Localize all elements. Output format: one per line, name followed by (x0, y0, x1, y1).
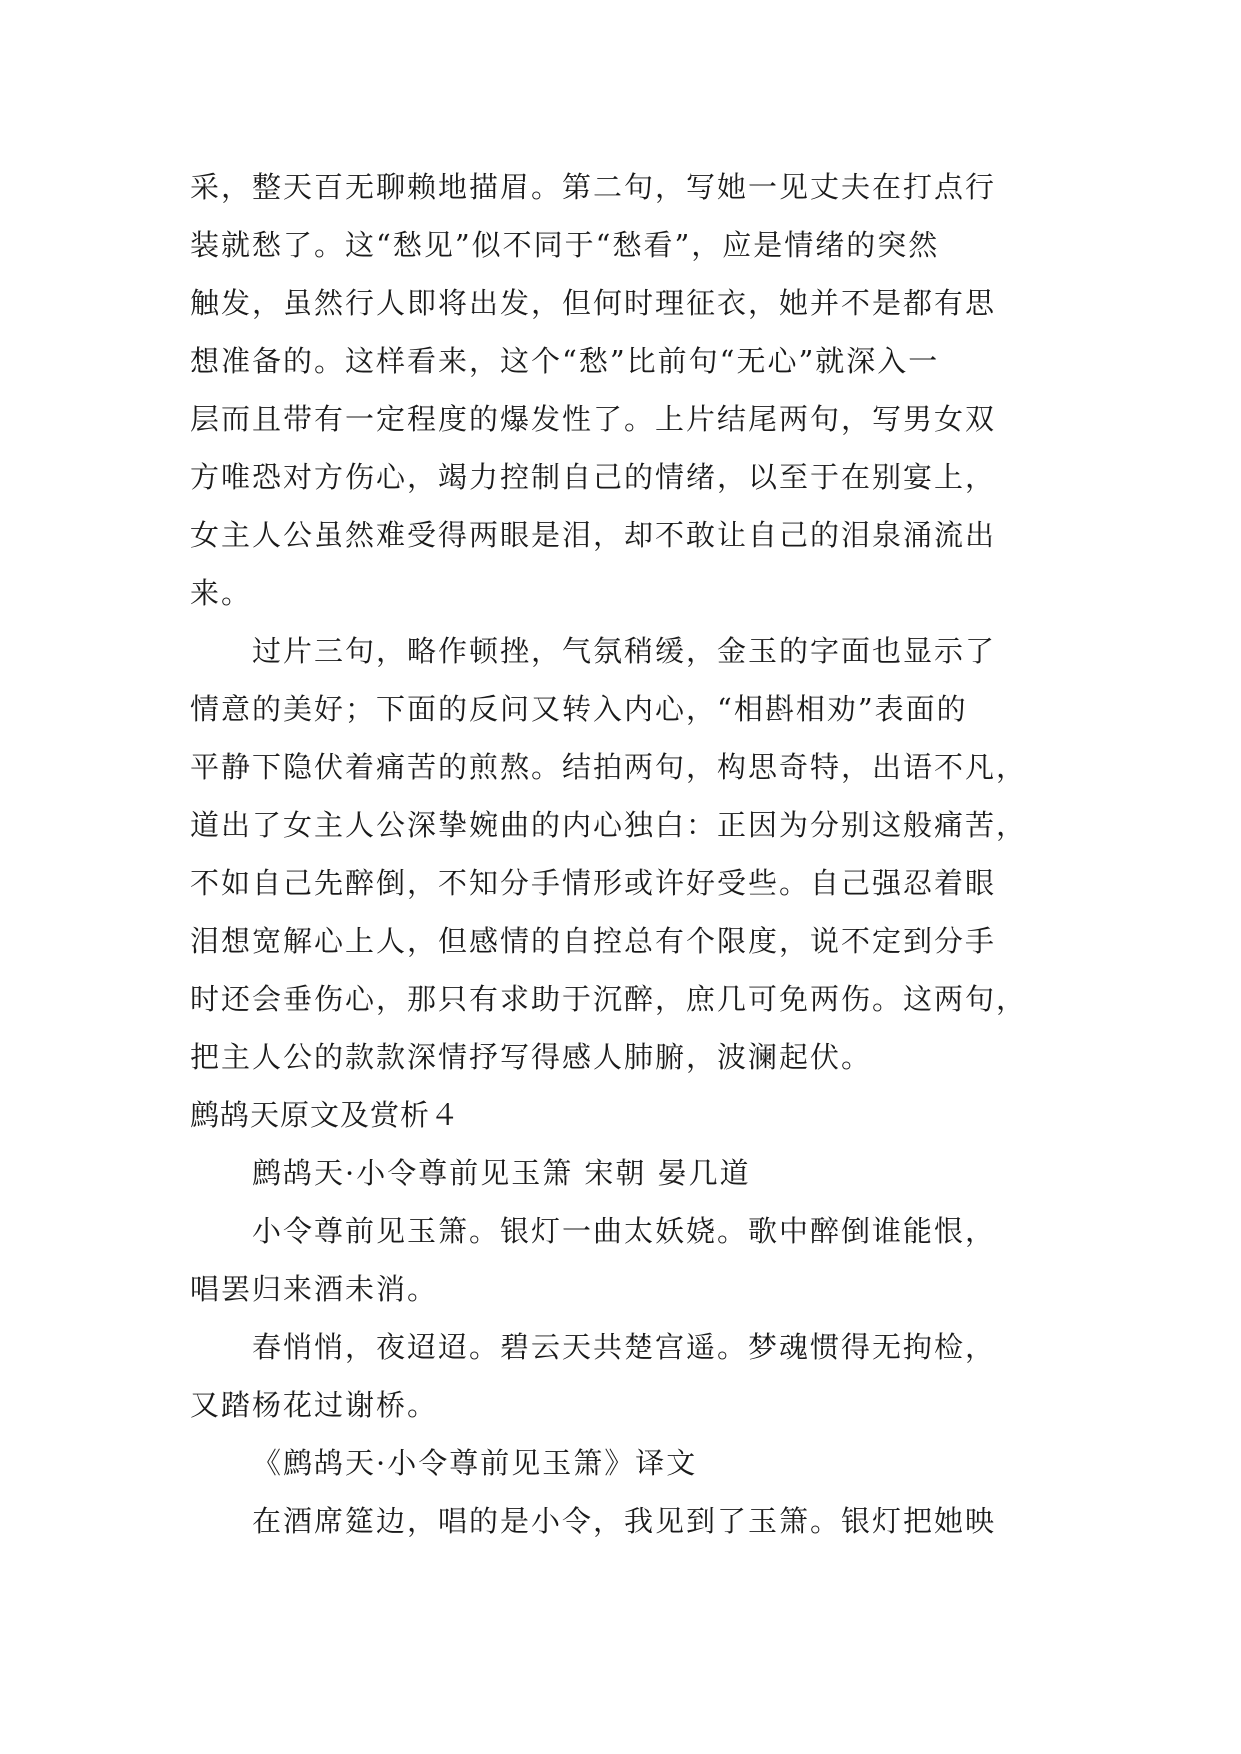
paragraph-line: 泪想宽解心上人，但感情的自控总有个限度，说不定到分手 (190, 924, 997, 958)
poem-title-line: 鹧鸪天·小令尊前见玉箫 宋朝 晏几道 (252, 1156, 751, 1190)
paragraph-line: 不如自己先醉倒，不知分手情形或许好受些。自己强忍着眼 (190, 866, 997, 900)
paragraph-line: 时还会垂伤心，那只有求助于沉醉，庶几可免两伤。这两句， (190, 982, 1028, 1016)
poem-line: 春悄悄，夜迢迢。碧云天共楚宫遥。梦魂惯得无拘检， (252, 1330, 997, 1364)
translation-heading: 《鹧鸪天·小令尊前见玉箫》译文 (252, 1446, 698, 1480)
paragraph-line: 方唯恐对方伤心，竭力控制自己的情绪，以至于在别宴上， (190, 460, 997, 494)
paragraph-line: 层而且带有一定程度的爆发性了。上片结尾两句，写男女双 (190, 402, 997, 436)
paragraph-line: 过片三句，略作顿挫，气氛稍缓，金玉的字面也显示了 (252, 634, 997, 668)
paragraph-line: 触发，虽然行人即将出发，但何时理征衣，她并不是都有思 (190, 286, 997, 320)
poem-line: 又踏杨花过谢桥。 (190, 1388, 439, 1422)
paragraph-line: 来。 (190, 576, 253, 610)
paragraph-line: 道出了女主人公深挚婉曲的内心独白：正因为分别这般痛苦， (190, 808, 1028, 842)
paragraph-line: 在酒席筵边，唱的是小令，我见到了玉箫。银灯把她映 (252, 1504, 997, 1538)
paragraph-line: 采，整天百无聊赖地描眉。第二句，写她一见丈夫在打点行 (190, 170, 997, 204)
paragraph-line: 想准备的。这样看来，这个“愁”比前句“无心”就深入一 (190, 344, 940, 378)
poem-line: 唱罢归来酒未消。 (190, 1272, 439, 1306)
poem-line: 小令尊前见玉箫。银灯一曲太妖娆。歌中醉倒谁能恨， (252, 1214, 997, 1248)
paragraph-line: 把主人公的款款深情抒写得感人肺腑，波澜起伏。 (190, 1040, 873, 1074)
paragraph-line: 情意的美好；下面的反问又转入内心，“相斟相劝”表面的 (190, 692, 968, 726)
paragraph-line: 平静下隐伏着痛苦的煎熬。结拍两句，构思奇特，出语不凡， (190, 750, 1028, 784)
paragraph-line: 装就愁了。这“愁见”似不同于“愁看”，应是情绪的突然 (190, 228, 940, 262)
section-heading: 鹧鸪天原文及赏析４ (190, 1098, 461, 1132)
paragraph-line: 女主人公虽然难受得两眼是泪，却不敢让自己的泪泉涌流出 (190, 518, 997, 552)
document-body (190, 158, 1070, 1550)
